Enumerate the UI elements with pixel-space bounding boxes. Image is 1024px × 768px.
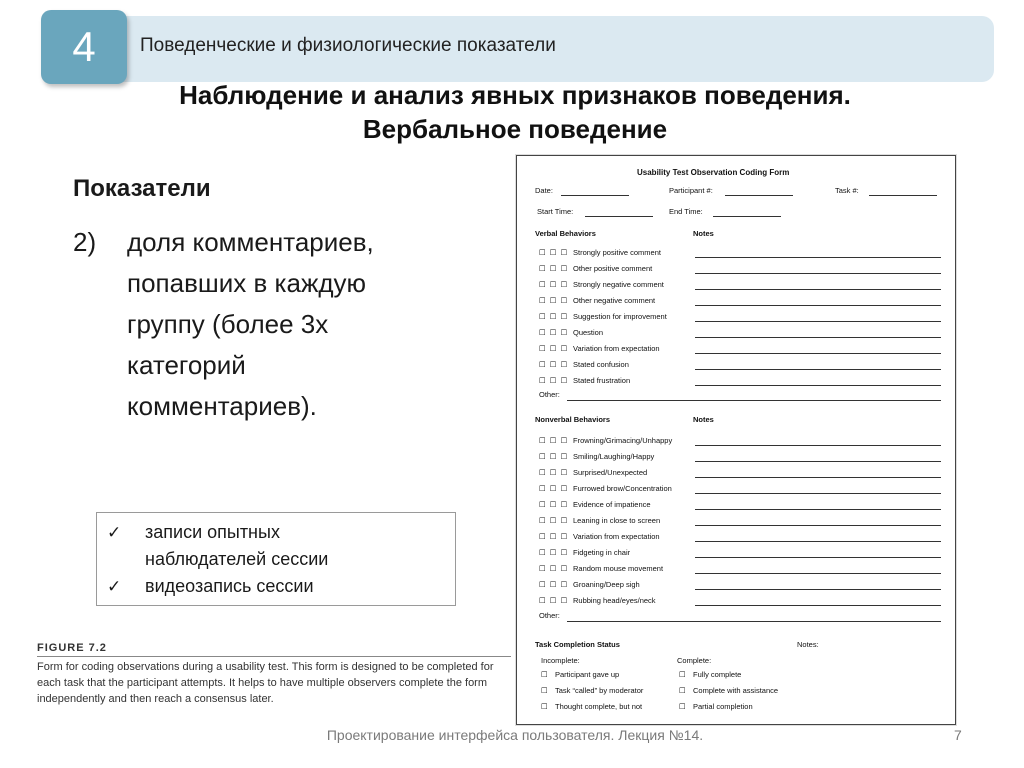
checkbox-group-icon: ☐ ☐ ☐ — [539, 312, 569, 321]
behavior-label: Other positive comment — [573, 264, 653, 273]
checkbox-group-icon: ☐ ☐ ☐ — [539, 532, 569, 541]
checkbox-icon: ☐ — [541, 670, 548, 679]
complete-item: Partial completion — [693, 702, 753, 711]
notes-line — [695, 337, 941, 338]
list-item-line: попавших в каждую — [127, 268, 367, 298]
section-title: Поведенческие и физиологические показатели — [140, 35, 556, 56]
checkbox-icon: ☐ — [541, 702, 548, 711]
participant-label: Participant #: — [669, 186, 713, 195]
list-item-text — [127, 222, 487, 427]
checkbox-group-icon: ☐ ☐ ☐ — [539, 328, 569, 337]
list-item-line: доля комментариев, — [127, 227, 374, 257]
notes-line — [695, 353, 941, 354]
footer-text: Проектирование интерфейса пользователя. Лекция №14. — [326, 727, 704, 743]
notes-line — [695, 445, 941, 446]
checkbox-group-icon: ☐ ☐ ☐ — [539, 452, 569, 461]
list-item-number: 2) — [73, 227, 97, 257]
notes-line — [695, 589, 941, 590]
behavior-label: Variation from expectation — [573, 532, 660, 541]
checkbox-group-icon: ☐ ☐ ☐ — [539, 516, 569, 525]
figure-label: FIGURE 7.2 — [37, 642, 107, 654]
incomplete-header: Incomplete: — [541, 656, 580, 665]
title-line-1: Наблюдение и анализ явных признаков поведения. — [179, 80, 851, 110]
list-item-line: группу (более 3х — [127, 309, 329, 339]
behavior-label: Groaning/Deep sigh — [573, 580, 640, 589]
notes-line — [695, 541, 941, 542]
notes-line — [695, 493, 941, 494]
notes-line — [695, 305, 941, 306]
checkbox-group-icon: ☐ ☐ ☐ — [539, 500, 569, 509]
notes-line — [695, 573, 941, 574]
checkmark-icon: ✓ — [107, 523, 122, 542]
start-time-line — [585, 216, 653, 217]
notes-line — [695, 477, 941, 478]
checkmark-icon: ✓ — [107, 577, 122, 596]
checkbox-group-icon: ☐ ☐ ☐ — [539, 596, 569, 605]
nonverbal-notes-header: Notes — [693, 415, 714, 424]
slide-number-badge: 4 — [41, 10, 127, 84]
verbal-other-line — [567, 400, 941, 401]
form-title: Usability Test Observation Coding Form — [637, 168, 790, 177]
behavior-label: Question — [573, 328, 604, 337]
end-time-line — [713, 216, 781, 217]
date-label: Date: — [535, 186, 553, 195]
start-time-label: Start Time: — [537, 207, 574, 216]
behavior-label: Smiling/Laughing/Happy — [573, 452, 655, 461]
behavior-label: Random mouse movement — [573, 564, 664, 573]
checkbox-group-icon: ☐ ☐ ☐ — [539, 468, 569, 477]
checkbox-icon: ☐ — [679, 686, 686, 695]
behavior-label: Surprised/Unexpected — [573, 468, 648, 477]
checkbox-group-icon: ☐ ☐ ☐ — [539, 564, 569, 573]
checkbox-group-icon: ☐ ☐ ☐ — [539, 264, 569, 273]
note-text — [145, 519, 445, 573]
behavior-label: Strongly positive comment — [573, 248, 661, 257]
notes-line — [695, 557, 941, 558]
figure-caption — [37, 659, 513, 707]
note-line: записи опытных — [145, 522, 280, 542]
complete-item: Complete with assistance — [693, 686, 779, 695]
verbal-other-label: Other: — [539, 390, 560, 399]
caption-line: each task that the participant attempts. It helps to have multiple observers complete the form — [37, 677, 488, 689]
checkbox-group-icon: ☐ ☐ ☐ — [539, 484, 569, 493]
complete-item: Fully complete — [693, 670, 742, 679]
note-line: наблюдателей сессии — [145, 549, 329, 569]
nonverbal-other-line — [567, 621, 941, 622]
slide-title — [100, 78, 930, 146]
end-time-label: End Time: — [669, 207, 703, 216]
notes-line — [695, 369, 941, 370]
complete-header: Complete: — [677, 656, 712, 665]
checkbox-group-icon: ☐ ☐ ☐ — [539, 376, 569, 385]
checkbox-group-icon: ☐ ☐ ☐ — [539, 360, 569, 369]
notes-line — [695, 257, 941, 258]
behavior-label: Furrowed brow/Concentration — [573, 484, 672, 493]
task-status-header: Task Completion Status — [535, 640, 620, 649]
task-label: Task #: — [835, 186, 859, 195]
notes-line — [695, 321, 941, 322]
checkbox-group-icon: ☐ ☐ ☐ — [539, 280, 569, 289]
page-number: 7 — [954, 727, 962, 743]
checkbox-group-icon: ☐ ☐ ☐ — [539, 344, 569, 353]
nonverbal-other-label: Other: — [539, 611, 560, 620]
behavior-label: Stated frustration — [573, 376, 631, 385]
behavior-label: Leaning in close to screen — [573, 516, 661, 525]
subheading: Показатели — [73, 175, 211, 202]
coding-form-image — [516, 155, 956, 725]
list-item-line: комментариев). — [127, 391, 317, 421]
behavior-label: Suggestion for improvement — [573, 312, 667, 321]
behavior-label: Stated confusion — [573, 360, 629, 369]
behavior-label: Fidgeting in chair — [573, 548, 631, 557]
behavior-label: Evidence of impatience — [573, 500, 651, 509]
verbal-notes-header: Notes — [693, 229, 714, 238]
behavior-label: Variation from expectation — [573, 344, 660, 353]
checkbox-group-icon: ☐ ☐ ☐ — [539, 296, 569, 305]
checkbox-group-icon: ☐ ☐ ☐ — [539, 548, 569, 557]
notes-line — [695, 509, 941, 510]
notes-line — [695, 605, 941, 606]
checkbox-group-icon: ☐ ☐ ☐ — [539, 580, 569, 589]
notes-line — [695, 525, 941, 526]
title-line-2: Вербальное поведение — [362, 114, 668, 144]
behavior-label: Strongly negative comment — [573, 280, 664, 289]
date-line — [561, 195, 629, 196]
notes-line — [695, 289, 941, 290]
checkbox-icon: ☐ — [679, 702, 686, 711]
behavior-label: Rubbing head/eyes/neck — [573, 596, 656, 605]
participant-line — [725, 195, 793, 196]
checkbox-group-icon: ☐ ☐ ☐ — [539, 436, 569, 445]
caption-line: Form for coding observations during a usability test. This form is designed to be completed for — [37, 661, 494, 673]
notes-box — [96, 512, 456, 606]
figure-rule — [37, 656, 511, 657]
checkbox-group-icon: ☐ ☐ ☐ — [539, 248, 569, 257]
notes-line — [695, 385, 941, 386]
list-item-line: категорий — [127, 350, 246, 380]
note-line: видеозапись сессии — [145, 576, 314, 596]
verbal-header: Verbal Behaviors — [535, 229, 596, 238]
notes-line — [695, 461, 941, 462]
behavior-label: Other negative comment — [573, 296, 656, 305]
nonverbal-header: Nonverbal Behaviors — [535, 415, 611, 424]
checkbox-icon: ☐ — [679, 670, 686, 679]
note-text — [145, 573, 445, 600]
checkbox-icon: ☐ — [541, 686, 548, 695]
task-notes-label: Notes: — [797, 640, 819, 649]
incomplete-item: Participant gave up — [555, 670, 620, 679]
incomplete-item: Thought complete, but not — [555, 702, 643, 711]
notes-line — [695, 273, 941, 274]
task-line — [869, 195, 937, 196]
behavior-label: Frowning/Grimacing/Unhappy — [573, 436, 673, 445]
caption-line: independently and then reach a consensus later. — [37, 693, 274, 705]
incomplete-item: Task “called” by moderator — [555, 686, 644, 695]
